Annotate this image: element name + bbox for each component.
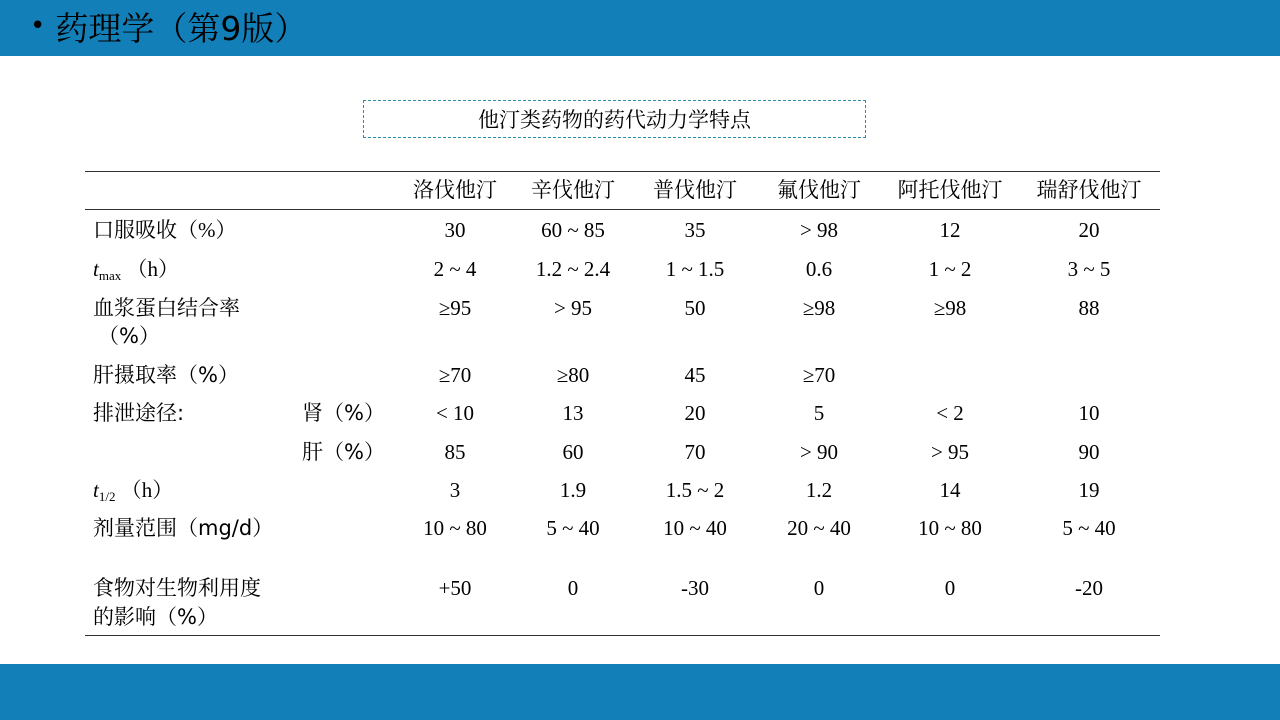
table-cell: 13 xyxy=(562,401,584,425)
table-cell: 90 xyxy=(1078,440,1100,464)
table-cell: 20 xyxy=(1078,218,1100,242)
column-header: 普伐他汀 xyxy=(653,178,737,202)
row-label-dose-range: 剂量范围（mg/d） xyxy=(93,516,274,540)
table-cell: 1.5 ~ 2 xyxy=(665,478,725,502)
table-cell: 60 ~ 85 xyxy=(541,218,605,242)
table-cell: 10 ~ 80 xyxy=(423,516,487,540)
row-label-hepatic-extraction: 肝摄取率（%） xyxy=(93,363,239,387)
table-cell: 1.2 ~ 2.4 xyxy=(535,257,611,281)
table-cell: > 90 xyxy=(799,440,839,464)
row-label-protein-binding: 血浆蛋白结合率 xyxy=(93,296,240,320)
table-cell: ≥70 xyxy=(802,363,836,387)
table-cell: ≥98 xyxy=(933,296,967,320)
table-cell: 5 xyxy=(813,401,825,425)
row-label-excretion: 排泄途径: xyxy=(93,401,185,425)
column-header: 洛伐他汀 xyxy=(413,178,497,202)
table-top-rule xyxy=(85,171,1160,172)
table-cell: > 98 xyxy=(799,218,839,242)
table-cell: 10 xyxy=(1078,401,1100,425)
table-cell: 45 xyxy=(684,363,706,387)
table-cell: 14 xyxy=(939,478,961,502)
table-cell: 10 ~ 40 xyxy=(663,516,727,540)
table-cell: 5 ~ 40 xyxy=(1062,516,1116,540)
slide-title xyxy=(30,4,307,48)
table-cell: 19 xyxy=(1078,478,1100,502)
table-cell: 1.2 xyxy=(805,478,833,502)
table-cell: 12 xyxy=(939,218,961,242)
table-cell: > 95 xyxy=(553,296,593,320)
table-cell: -20 xyxy=(1075,576,1103,600)
table-cell: 85 xyxy=(444,440,466,464)
table-cell: ≥95 xyxy=(438,296,472,320)
column-header: 氟伐他汀 xyxy=(777,178,861,202)
table-cell: 50 xyxy=(684,296,706,320)
table-cell: +50 xyxy=(438,576,472,600)
table-cell: 1.9 xyxy=(559,478,587,502)
table-cell: 20 xyxy=(684,401,706,425)
column-header: 辛伐他汀 xyxy=(531,178,615,202)
column-header: 瑞舒伐他汀 xyxy=(1036,178,1142,202)
title-text: 药理学（第9版） xyxy=(55,8,308,48)
table-header-rule xyxy=(85,209,1160,210)
row-sublabel-hepatic: 肝（%） xyxy=(302,440,385,464)
table-cell: 3 xyxy=(449,478,461,502)
table-cell: ≥80 xyxy=(556,363,590,387)
table-cell: > 95 xyxy=(930,440,970,464)
table-bottom-rule xyxy=(85,635,1160,636)
table-cell: ≥70 xyxy=(438,363,472,387)
table-cell: 0 xyxy=(813,576,825,600)
table-cell: 5 ~ 40 xyxy=(546,516,600,540)
table-cell: < 2 xyxy=(936,401,964,425)
row-label-protein-binding-unit: （%） xyxy=(98,324,160,348)
table-cell: 30 xyxy=(444,218,466,242)
table-cell: 3 ~ 5 xyxy=(1067,257,1111,281)
row-label-half-life: $t_{1/2}$ （h） xyxy=(93,478,174,504)
table-cell: 2 ~ 4 xyxy=(433,257,477,281)
table-cell: 0 xyxy=(567,576,579,600)
table-cell: ≥98 xyxy=(802,296,836,320)
table-cell: 88 xyxy=(1078,296,1100,320)
table-cell: -30 xyxy=(681,576,709,600)
column-header: 阿托伐他汀 xyxy=(897,178,1003,202)
table-cell: 1 ~ 1.5 xyxy=(665,257,725,281)
table-cell: < 10 xyxy=(435,401,475,425)
table-cell: 35 xyxy=(684,218,706,242)
row-label-food-effect: 食物对生物利用度 xyxy=(93,576,261,600)
table-caption: 他汀类药物的药代动力学特点 xyxy=(363,100,866,138)
table-cell: 1 ~ 2 xyxy=(928,257,972,281)
row-label-food-effect-line2: 的影响（%） xyxy=(93,605,218,629)
table-cell: 70 xyxy=(684,440,706,464)
table-cell: 20 ~ 40 xyxy=(787,516,851,540)
table-cell: 0.6 xyxy=(805,257,833,281)
table-cell: 60 xyxy=(562,440,584,464)
row-label-oral-absorption: 口服吸收（%） xyxy=(93,218,237,242)
table-cell: 0 xyxy=(944,576,956,600)
row-label-tmax: $t_{max}$ （h） xyxy=(93,257,179,283)
footer-bar xyxy=(0,664,1280,720)
bullet: • xyxy=(30,11,46,41)
table-cell: 10 ~ 80 xyxy=(918,516,982,540)
row-sublabel-renal: 肾（%） xyxy=(302,401,385,425)
